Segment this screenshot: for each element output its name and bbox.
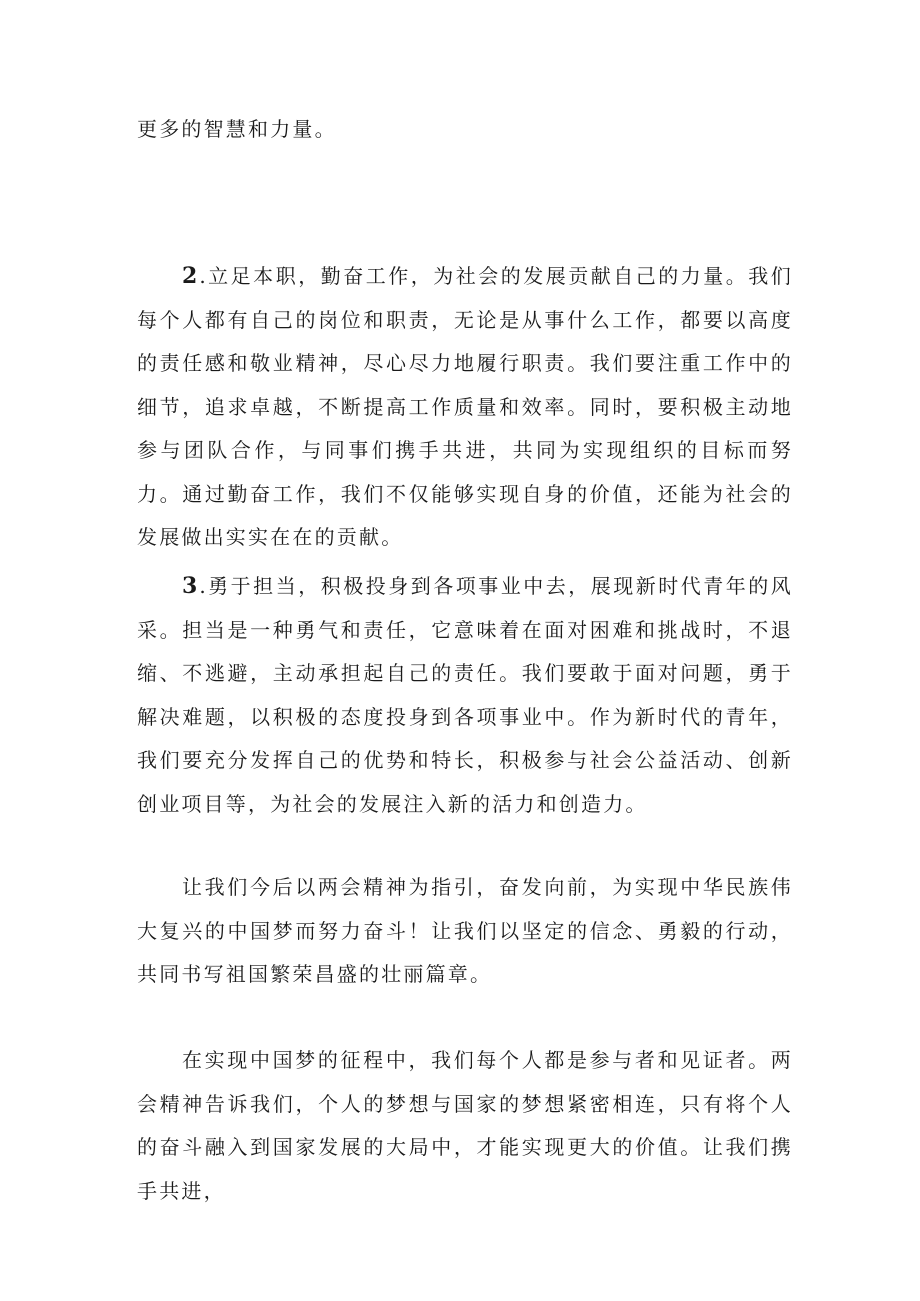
paragraph-conclusion xyxy=(137,866,793,997)
paragraph-closing xyxy=(137,1039,793,1213)
paragraph-item-3 xyxy=(137,565,793,826)
paragraph-text: 更多的智慧和力量。 xyxy=(137,117,337,141)
paragraph-text: .立足本职，勤奋工作，为社会的发展贡献自己的力量。我们每个人都有自己的岗位和职责，无论是从事什么工作，都要以高度的责任感和敬业精神，尽心尽力地履行职责。我们要注重工作中的细节，追求卓越，不断提高工作质量和效率。同时，要积极主动地参与团队合作，与同事们携手共进，共同为实现组织的目标而努力。通过勤奋工作，我们不仅能够实现自身的价值，还能为社会的发展做出实实在在的贡献。 xyxy=(137,264,793,549)
paragraph-text: 让我们今后以两会精神为指引，奋发向前，为实现中华民族伟大复兴的中国梦而努力奋斗！让我们以坚定的信念、勇毅的行动，共同书写祖国繁荣昌盛的壮丽篇章。 xyxy=(137,875,793,986)
paragraph-text: .勇于担当，积极投身到各项事业中去，展现新时代青年的风采。担当是一种勇气和责任，它意味着在面对困难和挑战时，不退缩、不逃避，主动承担起自己的责任。我们要敢于面对问题，勇于解决难题，以积极的态度投身到各项事业中。作为新时代的青年，我们要充分发挥自己的优势和特长，积极参与社会公益活动、创新创业项目等，为社会的发展注入新的活力和创造力。 xyxy=(137,574,793,816)
paragraph-text: 在实现中国梦的征程中，我们每个人都是参与者和见证者。两会精神告诉我们，个人的梦想与国家的梦想紧密相连，只有将个人的奋斗融入到国家发展的大局中，才能实现更大的价值。让我们携手共进， xyxy=(137,1048,793,1203)
item-number: 3 xyxy=(182,573,198,599)
item-number: 2 xyxy=(182,263,198,289)
paragraph-item-2 xyxy=(137,255,793,560)
paragraph-continuation xyxy=(137,108,793,152)
